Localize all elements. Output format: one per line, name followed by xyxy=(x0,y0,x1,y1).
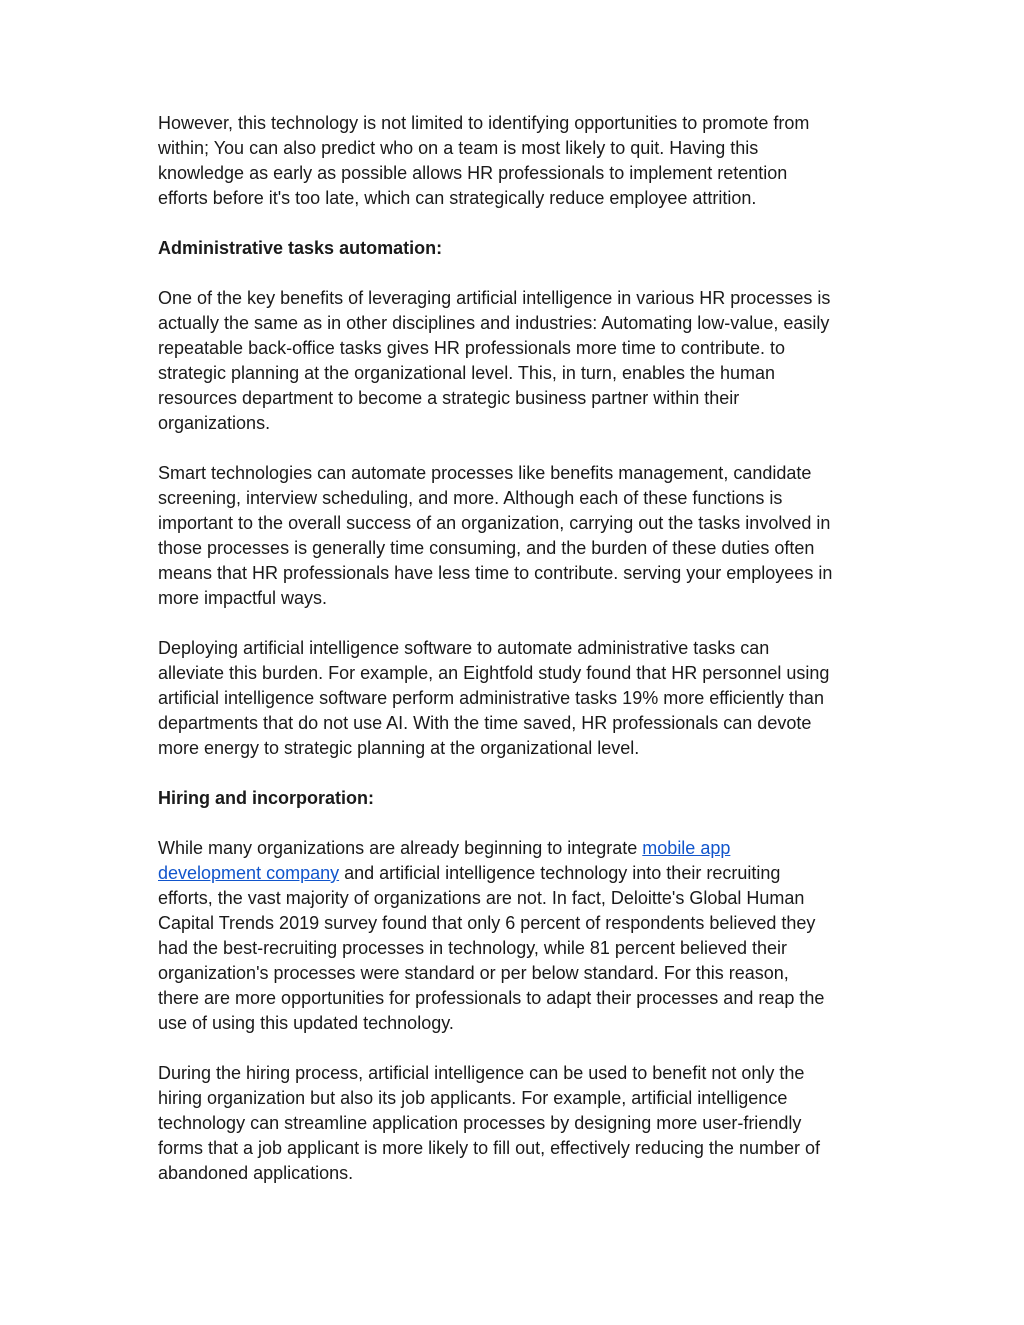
link-text-line1: mobile app xyxy=(642,838,731,858)
heading-administrative-tasks: Administrative tasks automation: xyxy=(158,238,443,258)
paragraph-hiring-process: During the hiring process, artificial intelligence can be used to benefit not only the hiring organization but also its job applicants. For example, artificial intelligence technology can streamline application processes by designing more user-friendly forms that a job applicant is more likely to fill out, effectively reducing the number of abandoned applications. xyxy=(158,1063,820,1183)
link-text-line2: development company xyxy=(158,863,340,883)
document-page xyxy=(158,111,870,1211)
paragraph-key-benefits: One of the key benefits of leveraging artificial intelligence in various HR processes is actually the same as in other disciplines and industries: Automating low-value, easily repeatable back-office tasks gives HR professionals more time to contribute. to strategic planning at the organizational level. This, in turn, enables the human resources department to become a strategic business partner within their organizations. xyxy=(158,288,831,433)
paragraph-smart-technologies: Smart technologies can automate processes like benefits management, candidate screening, interview scheduling, and more. Although each of these functions is important to the overall success of an organization, carrying out the tasks involved in those processes is generally time consuming, and the burden of these duties often means that HR professionals have less time to contribute. serving your employees in more impactful ways. xyxy=(158,463,833,608)
heading-hiring-incorporation: Hiring and incorporation: xyxy=(158,788,374,808)
paragraph-recruiting-rest: and artificial intelligence technology into their recruiting efforts, the vast majority of organizations are not. In fact, Deloitte's Global Human Capital Trends 2019 survey found that only 6 percent of respondents believed they had the best-recruiting processes in technology, while 81 percent believed their organization's processes were standard or per below standard. For this reason, there are more opportunities for professionals to adapt their processes and reap the use of using this updated technology. xyxy=(158,863,825,1033)
paragraph-recruiting xyxy=(158,836,870,1036)
paragraph-recruiting-lead: While many organizations are already beginning to integrate xyxy=(158,838,643,858)
paragraph-deploying-ai: Deploying artificial intelligence software to automate administrative tasks can alleviate this burden. For example, an Eightfold study found that HR personnel using artificial intelligence software perform administrative tasks 19% more efficiently than departments that do not use AI. With the time saved, HR professionals can devote more energy to strategic planning at the organizational level. xyxy=(158,638,830,758)
paragraph-retention: However, this technology is not limited to identifying opportunities to promote from within; You can also predict who on a team is most likely to quit. Having this knowledge as early as possible allows HR professionals to implement retention efforts before it's too late, which can strategically reduce employee attrition. xyxy=(158,113,810,208)
